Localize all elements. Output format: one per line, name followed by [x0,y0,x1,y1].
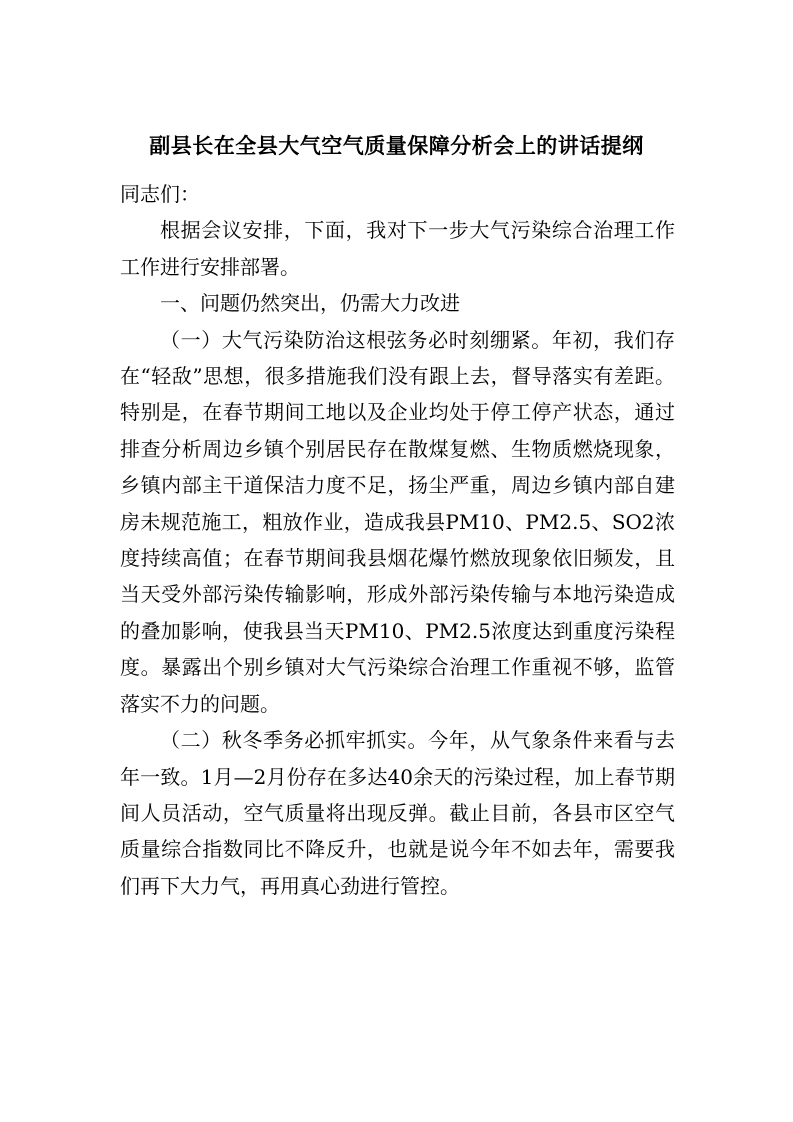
paragraph-subsection-1: （一）大气污染防治这根弦务必时刻绷紧。年初，我们存在“轻敌”思想，很多措施我们没有跟上去，督导落实有差距。特别是，在春节期间工地以及企业均处于停工停产状态，通过排查分析周边乡镇个别居民存在散煤复燃、生物质燃烧现象，乡镇内部主干道保洁力度不足，扬尘严重，周边乡镇内部自建房未规范施工，粗放作业，造成我县PM10、PM2.5、SO2浓度持续高值；在春节期间我县烟花爆竹燃放现象依旧频发，且当天受外部污染传输影响，形成外部污染传输与本地污染造成的叠加影响，使我县当天PM10、PM2.5浓度达到重度污染程度。暴露出个别乡镇对大气污染综合治理工作重视不够，监管落实不力的问题。 [120,327,675,716]
paragraph-subsection-2: （二）秋冬季务必抓牢抓实。今年，从气象条件来看与去年一致。1月—2月份存在多达40余天的污染过程，加上春节期间人员活动，空气质量将出现反弹。截止目前，各县市区空气质量综合指数同比不降反升，也就是说今年不如去年，需要我们再下大力气，再用真心劲进行管控。 [120,728,675,898]
paragraph-intro: 根据会议安排，下面，我对下一步大气污染综合治理工作工作进行安排部署。 [120,218,675,279]
document-title: 副县长在全县大气空气质量保障分析会上的讲话提纲 [149,134,644,158]
document-body [120,176,675,904]
section-heading-1: 一、问题仍然突出，仍需大力改进 [160,291,460,316]
salutation: 同志们： [120,182,200,206]
